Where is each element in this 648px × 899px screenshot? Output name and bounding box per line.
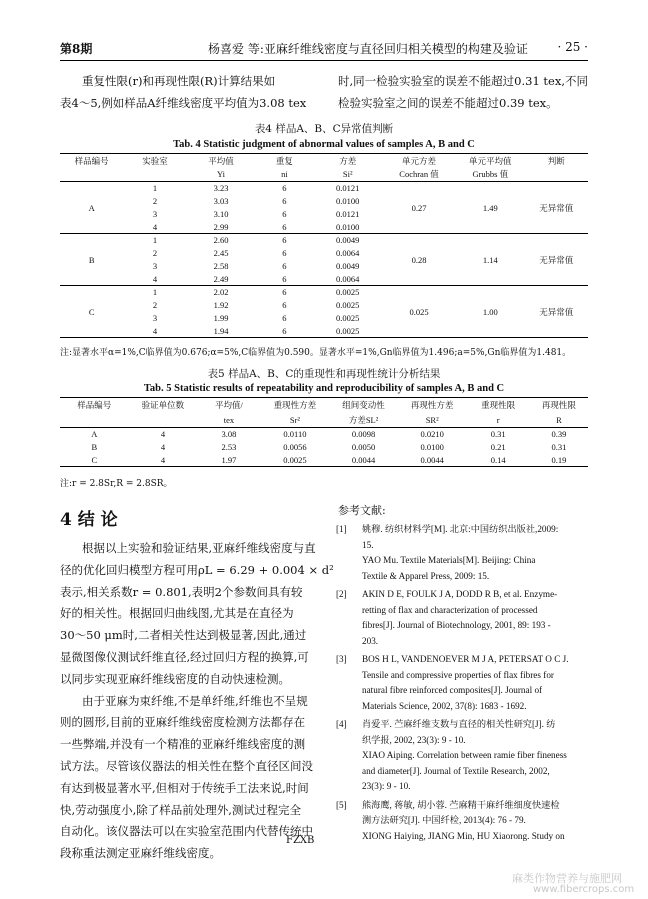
reference-line: fibres[J]. Journal of Biotechnology, 2001, 89: 193 -	[362, 620, 551, 630]
table4-cochran: 0.28	[411, 254, 427, 265]
conclusion-line: 段称重法测定亚麻纤维线密度。	[60, 846, 221, 861]
conclusion-line: 好的相关性。根据回归曲线图,尤其是在直径为	[60, 606, 294, 621]
table4-cell: 2.99	[213, 221, 229, 232]
reference-line: Tensile and compressive properties of flax fibres for	[362, 669, 554, 680]
table4	[60, 153, 588, 338]
table5-cell: 1.97	[221, 454, 237, 465]
table4-cell: 3.03	[213, 196, 229, 206]
table4-cell: 0.0064	[336, 248, 360, 258]
page-number: · 25 ·	[557, 40, 588, 54]
reference-item	[336, 717, 588, 795]
table4-cell: 3.10	[213, 209, 229, 219]
table4-cell: 2	[152, 300, 158, 310]
reference-number: [3]	[336, 654, 347, 664]
table4-cell: 6	[282, 300, 287, 310]
table5-cell: 0.21	[490, 442, 506, 452]
table5-cell: 0.39	[551, 429, 567, 440]
table5-cell: 0.31	[490, 429, 506, 440]
table4-cell: 4	[152, 221, 158, 232]
table5-header: 再现性方差	[410, 400, 454, 411]
table5-subheader	[60, 413, 129, 428]
reference-text	[362, 652, 588, 714]
reference-line: 姚穆. 纺织材料学[M]. 北京:中国纺织出版社,2009:	[362, 524, 559, 534]
conclusion-line: 则的圆形,目前的亚麻纤维线密度检测方法都存在	[60, 715, 306, 730]
reference-text	[362, 717, 588, 795]
conclusion-line: 表示,相关系数r = 0.801,表明2个参数间具有较	[60, 584, 303, 599]
table5-header: 重现性方差	[273, 400, 317, 411]
table5-subheader	[129, 413, 198, 428]
reference-number: [4]	[336, 719, 347, 729]
table5	[60, 397, 588, 467]
table4-cell: 6	[282, 235, 287, 246]
table4-cell: 1.94	[213, 325, 229, 336]
table4-cell: 1.92	[213, 300, 229, 310]
table4-judgment: 无异常值	[539, 307, 574, 318]
table4-caption-en: Tab. 4 Statistic judgment of abnormal values of samples A, B and C	[173, 139, 475, 150]
reference-line: YAO Mu. Textile Materials[M]. Beijing: China	[362, 555, 536, 565]
table5-cell: B	[91, 442, 98, 452]
reference-line: AKIN D E, FOULK J A, DODD R B, et al. Enzyme-	[362, 589, 558, 599]
table4-cell: 3	[152, 261, 158, 271]
table4-cell: 0.0049	[336, 261, 360, 271]
table4-cell: 0.0121	[336, 209, 360, 219]
reference-line: 熊海鹰, 蒋敏, 胡小蓉. 苎麻精干麻纤维细度快速检	[362, 799, 560, 810]
reference-line: 织学报, 2002, 23(3): 9 - 10.	[362, 734, 466, 745]
reference-line: Materials Science, 2002, 37(8): 1683 - 1692.	[362, 700, 527, 711]
reference-line: Textile & Apparel Press, 2009: 15.	[362, 570, 490, 581]
table5-cell: 0.0100	[420, 442, 444, 452]
table5-cell: 0.0044	[351, 454, 376, 465]
table4-cell: 6	[282, 209, 287, 219]
reference-item	[336, 652, 588, 714]
table4-cell: 3	[152, 313, 158, 323]
table4-header: 实验室	[142, 155, 168, 166]
table4-header: 判断	[547, 155, 565, 166]
table5-cell: 0.0056	[283, 442, 307, 452]
conclusion-line: 径的优化回归模型方程可用ρL = 6.29 + 0.004 × d²	[60, 562, 334, 577]
body-text-line: 时,同一检验实验室的误差不能超过0.31 tex,不同	[338, 74, 588, 88]
conclusion-line: 自动化。该仪器法可以在实验室范围内代替传统中	[60, 824, 313, 839]
table4-header: 单元方差	[401, 155, 436, 166]
table4-note: 注:显著水平α=1%,C临界值为0.676;α=5%,C临界值为0.590。显著水平=1%,Gn临界值为1.496;a=5%,Gn临界值为1.481。	[60, 348, 572, 358]
table5-subheader: tex	[223, 414, 235, 425]
table4-subheader: Cochran 值	[399, 169, 439, 180]
table4-cell: 2.58	[213, 261, 229, 271]
table4-sample: A	[88, 202, 95, 213]
article-running-title: 杨喜爱 等:亚麻纤维线密度与直径回归相关模型的构建及验证	[208, 42, 528, 56]
table4-judgment: 无异常值	[539, 255, 574, 266]
body-text-line: 表4～5,例如样品A纤维线密度平均值为3.08 tex	[60, 96, 307, 110]
table5-header: 验证单位数	[141, 400, 185, 411]
table4-header: 重复	[275, 155, 293, 166]
reference-line: 15.	[362, 539, 374, 550]
watermark-text: 麻类作物营养与施肥网	[512, 872, 622, 885]
reference-line: BOS H L, VANDENOEVER M J A, PETERSAT O C J.	[362, 654, 569, 664]
table4-cell: 6	[282, 287, 287, 298]
table4-cell: 1	[152, 183, 158, 194]
table5-subheader: R	[556, 414, 562, 425]
table5-cell: C	[91, 454, 98, 465]
watermark-url: www.fibercrops.com	[533, 884, 635, 895]
table4-cell: 3.23	[213, 183, 229, 194]
table5-header: 组间变动性	[342, 400, 385, 411]
table5-cell: 2.53	[221, 442, 237, 452]
table4-subheader: ni	[281, 169, 288, 180]
table4-header: 平均值	[208, 155, 234, 166]
table-row	[60, 182, 588, 195]
table4-cell: 4	[152, 325, 158, 336]
table4-cell: 4	[152, 273, 158, 284]
reference-line: 203.	[362, 635, 379, 646]
fzxb-mark: FZXB	[286, 835, 315, 846]
issue-number: 第8期	[60, 42, 93, 56]
table4-subheader: Grubbs 值	[472, 169, 509, 180]
table-row	[60, 234, 588, 247]
table5-subheader: Sr²	[289, 414, 300, 425]
body-text-line: 检验实验室之间的误差不能超过0.39 tex。	[338, 96, 558, 110]
table5-cell: 0.0110	[283, 429, 307, 440]
table4-header: 单元平均值	[469, 155, 512, 166]
table4-cell: 6	[282, 325, 287, 336]
table4-cell: 6	[282, 183, 287, 194]
table5-cell: 0.31	[551, 442, 567, 452]
running-header	[60, 38, 588, 61]
reference-line: 肖爱平. 苎麻纤维支数与直径的相关性研究[J]. 纺	[362, 719, 556, 729]
table5-subheader: 方差SL²	[348, 414, 379, 425]
reference-item	[336, 522, 588, 584]
table4-cell: 2.02	[213, 287, 229, 298]
table4-cell: 0.0025	[336, 325, 360, 336]
table5-header: 平均值/	[214, 400, 243, 411]
table4-subheader: Si²	[342, 169, 353, 180]
table4-header: 样品编号	[74, 155, 109, 166]
table-row	[60, 428, 588, 441]
references-heading: 参考文献:	[338, 504, 386, 517]
reference-line: XIONG Haiying, JIANG Min, HU Xiaorong. Study on	[362, 830, 565, 841]
table5-cell: 4	[160, 454, 166, 465]
table4-cell: 2.45	[213, 248, 229, 258]
table4-cell: 0.0025	[336, 313, 360, 323]
table4-cell: 1.99	[213, 313, 229, 323]
table4-cochran: 0.27	[411, 202, 427, 213]
conclusion-line: 由于亚麻为束纤维,不是单纤维,纤维也不呈规	[82, 693, 308, 708]
conclusion-line: 试方法。尽管该仪器法的相关性在整个直径区间没	[60, 759, 313, 773]
table5-cell: 0.14	[490, 454, 506, 465]
table5-header: 样品编号	[77, 400, 112, 411]
table5-note: 注:r = 2.8Sr,R = 2.8SR。	[60, 479, 173, 489]
table4-cell: 6	[282, 313, 287, 323]
table4-caption-zh: 表4 样品A、B、C异常值判断	[254, 123, 394, 135]
reference-line: 23(3): 9 - 10.	[362, 781, 411, 791]
table-row	[60, 286, 588, 299]
table5-cell: 0.0210	[420, 429, 444, 440]
table4-cell: 6	[282, 273, 287, 284]
reference-item	[336, 587, 588, 649]
table4-cell: 0.0049	[336, 235, 360, 246]
table5-cell: 4	[160, 429, 166, 440]
table5-cell: 0.0098	[351, 429, 376, 440]
reference-item	[336, 798, 588, 845]
reference-number: [2]	[336, 589, 347, 599]
table4-subheader: Yi	[217, 169, 226, 180]
table4-header: 方差	[339, 155, 357, 166]
reference-text	[362, 522, 588, 584]
section-heading: 4 结 论	[60, 510, 118, 530]
table5-cell: 0.0050	[351, 442, 376, 452]
table5-caption-zh: 表5 样品A、B、C的重现性和再现性统计分析结果	[207, 368, 441, 380]
table4-cell: 6	[282, 196, 287, 206]
reference-line: retting of flax and characterization of processed	[362, 604, 538, 615]
table4-cell: 0.0025	[336, 287, 360, 298]
table4-subheader	[60, 168, 123, 182]
reference-number: [5]	[336, 799, 347, 810]
table4-subheader	[123, 168, 186, 182]
table4-cell: 0.0064	[336, 273, 360, 284]
conclusion-line: 显微图像仪测试纤维直径,经过回归方程的换算,可	[60, 650, 309, 664]
conclusion-line: 30～50 μm时,二者相关性达到极显著,因此,通过	[60, 628, 307, 643]
table4-cell: 0.0100	[336, 196, 360, 206]
table4-cell: 0.0100	[336, 221, 360, 232]
reference-line: 测方法研究[J]. 中国纤检, 2013(4): 76 - 79.	[362, 815, 526, 825]
table4-cell: 6	[282, 248, 287, 258]
reference-line: and diameter[J]. Journal of Textile Research, 2002,	[362, 765, 550, 776]
table5-caption-en: Tab. 5 Statistic results of repeatability and reproducibility of samples A, B and C	[143, 383, 505, 394]
reference-line: XIAO Aiping. Correlation between ramie fiber fineness	[362, 750, 567, 760]
reference-number: [1]	[336, 524, 347, 534]
table4-cell: 6	[282, 221, 287, 232]
reference-text	[362, 587, 588, 649]
table5-cell: A	[91, 429, 98, 440]
conclusion-line: 以同步实现亚麻纤维线密度的自动快速检测。	[60, 671, 290, 686]
table-row	[60, 441, 588, 454]
table4-grubbs: 1.49	[482, 202, 498, 213]
body-text-line: 重复性限(r)和再现性限(R)计算结果如	[82, 74, 276, 88]
conclusion-line: 有达到极显著水平,但相对于传统手工法来说,时间	[60, 780, 309, 795]
conclusion-line: 一些弊端,并没有一个精准的亚麻纤维线密度的测	[60, 737, 306, 752]
table4-cell: 6	[282, 261, 287, 271]
table5-cell: 0.0025	[283, 454, 307, 465]
table4-cell: 2.49	[213, 273, 229, 284]
table5-header: 重现性限	[481, 400, 516, 411]
table5-cell: 3.08	[221, 429, 237, 440]
table4-cell: 2	[152, 248, 158, 258]
table4-grubbs: 1.14	[482, 254, 498, 265]
table5-cell: 4	[160, 442, 166, 452]
table4-cell: 1	[152, 287, 158, 298]
table4-cell: 0.0025	[336, 300, 360, 310]
reference-text	[362, 798, 588, 845]
table4-cell: 0.0121	[336, 183, 360, 194]
table5-header: 再现性限	[541, 400, 576, 411]
conclusion-line: 快,劳动强度小,除了样品前处理外,测试过程完全	[60, 802, 301, 817]
table4-cochran: 0.025	[409, 306, 429, 317]
table4-cell: 3	[152, 209, 158, 219]
table4-grubbs: 1.00	[482, 306, 498, 317]
table4-judgment: 无异常值	[539, 203, 574, 214]
table5-cell: 0.0044	[420, 454, 444, 465]
table4-subheader	[525, 168, 588, 182]
table-row	[60, 454, 588, 467]
table5-subheader: r	[496, 414, 500, 425]
table4-sample: C	[88, 306, 95, 317]
table5-cell: 0.19	[551, 454, 567, 465]
table4-cell: 2	[152, 196, 158, 206]
reference-line: natural fibre reinforced composites[J]. Journal of	[362, 685, 543, 695]
conclusion-line: 根据以上实验和验证结果,亚麻纤维线密度与直	[82, 541, 316, 555]
table5-subheader: SR²	[425, 414, 439, 425]
table4-cell: 2.60	[213, 235, 229, 246]
table4-sample: B	[88, 254, 95, 265]
table4-cell: 1	[152, 235, 158, 246]
